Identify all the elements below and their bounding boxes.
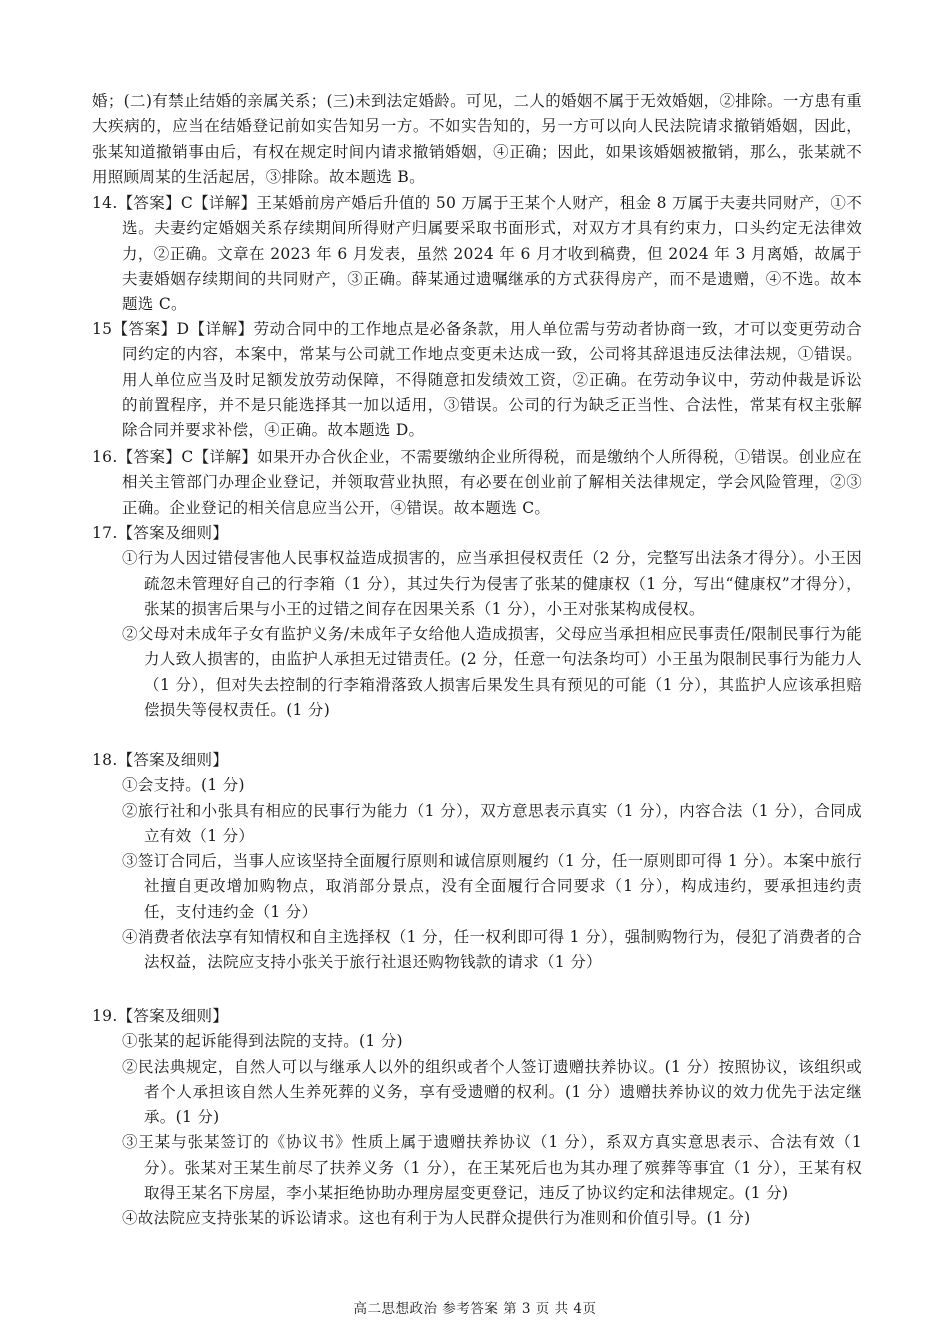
page-footer: 高二思想政治 参考答案 第 3 页 共 4页 bbox=[353, 1301, 597, 1317]
intro-paragraph bbox=[92, 89, 862, 190]
answer-17-heading: 17.【答案及细则】 bbox=[92, 524, 229, 542]
answer-19-item: ①张某的起诉能得到法院的支持。(1 分) bbox=[122, 1032, 403, 1051]
answer-15 bbox=[92, 317, 862, 443]
answer-17-item: ②父母对未成年子女有监护义务/未成年子女给他人造成损害，父母应当承担相应民事责任/限制民事行为能力人致人损害的，由监护人承担无过错责任。(2 分，任意一句法条均可）小王虽为限制民事行为能力人（1 分），但对失去控制的行李箱滑落致人损害后果发生具有预见的可能（1 分），其监护人应该承担赔偿损失等侵权责任。(1 分) bbox=[122, 625, 862, 720]
answer-18-item: ④消费者依法享有知情权和自主选择权（1 分，任一权利即可得 1 分），强制购物行为，侵犯了消费者的合法权益，法院应支持小张关于旅行社退还购物钱款的请求（1 分） bbox=[122, 928, 862, 972]
answer-16 bbox=[92, 445, 862, 521]
answer-17-item: ①行为人因过错侵害他人民事权益造成损害的，应当承担侵权责任（2 分，完整写出法条才得分）。小王因疏忽未管理好自己的行李箱（1 分），其过失行为侵害了张某的健康权（1 分，写出“健康权”才得分），张某的损害后果与小王的过错之间存在因果关系（1 分），小王对张某构成侵权。 bbox=[122, 549, 862, 618]
answer-18-item: ③签订合同后，当事人应该坚持全面履行原则和诚信原则履约（1 分，任一原则即可得 1 分）。本案中旅行社擅自更改增加购物点，取消部分景点，没有全面履行合同要求（1 分），构成违约，要承担违约责任，支付违约金（1 分） bbox=[122, 852, 862, 921]
answer-19-item: ②民法典规定，自然人可以与继承人以外的组织或者个人签订遗赠扶养协议。(1 分）按照协议，该组织或者个人承担该自然人生养死葬的义务，享有受遗赠的权利。(1 分）遗赠扶养协议的效力优先于法定继承。(1 分) bbox=[122, 1057, 862, 1127]
answer-16-text: 16.【答案】C【详解】如果开办合伙企业，不需要缴纳企业所得税，而是缴纳个人所得税，①错误。创业应在相关主管部门办理企业登记，并领取营业执照，有必要在创业前了解相关法律规定，学会风险管理，②③正确。企业登记的相关信息应当公开，④错误。故本题选 C。 bbox=[92, 448, 862, 517]
answer-18-item: ②旅行社和小张具有相应的民事行为能力（1 分），双方意思表示真实（1 分），内容合法（1 分），合同成立有效（1 分） bbox=[122, 801, 862, 845]
answer-14-text: 14.【答案】C【详解】王某婚前房产婚后升值的 50 万属于王某个人财产，租金 8 万属于夫妻共同财产，①不选。夫妻约定婚姻关系存续期间所得财产归属要采取书面形式，对双方才具有约束力，口头约定无法律效力，②正确。文章在 2023 年 6 月发表，虽然 2024 年 6 月才收到稿费，但 2024 年 3 月离婚，故属于夫妻婚姻存续期间的共同财产，③正确。薛某通过遗嘱继承的方式获得房产，而不是遗赠，④不选。故本题选 C。 bbox=[92, 194, 862, 314]
answer-19-heading: 19.【答案及细则】 bbox=[92, 1007, 229, 1025]
answer-18-heading: 18.【答案及细则】 bbox=[92, 751, 229, 769]
answer-18-item: ①会支持。(1 分) bbox=[122, 776, 245, 795]
answer-14 bbox=[92, 191, 862, 317]
answer-19 bbox=[92, 1004, 862, 1232]
intro-text: 婚；(二)有禁止结婚的亲属关系；(三)未到法定婚龄。可见，二人的婚姻不属于无效婚姻，②排除。一方患有重大疾病的，应当在结婚登记前如实告知另一方。不如实告知的，另一方可以向人民法院请求撤销婚姻，因此，张某知道撤销事由后，有权在规定时间内请求撤销婚姻，④正确；因此，如果该婚姻被撤销，那么，张某就不用照顾周某的生活起居，③排除。故本题选 B。 bbox=[92, 92, 862, 186]
answer-19-item: ④故法院应支持张某的诉讼请求。这也有利于为人民群众提供行为准则和价值引导。(1 分) bbox=[122, 1209, 751, 1228]
answer-19-item: ③王某与张某签订的《协议书》性质上属于遗赠扶养协议（1 分），系双方真实意思表示、合法有效（1 分）。张某对王某生前尽了扶养义务（1 分），在王某死后也为其办理了殡葬等事宜（1 分），王某有权取得王某名下房屋，李小某拒绝协助办理房屋变更登记，违反了协议约定和法律规定。(1 分) bbox=[122, 1133, 862, 1203]
answer-15-text: 15【答案】D【详解】劳动合同中的工作地点是必备条款，用人单位需与劳动者协商一致，才可以变更劳动合同约定的内容，本案中，常某与公司就工作地点变更未达成一致，公司将其辞退违反法律法规，①错误。用人单位应当及时足额发放劳动保障，不得随意扣发绩效工资，②正确。在劳动争议中，劳动仲裁是诉讼的前置程序，并不是只能选择其一加以适用，③错误。公司的行为缺乏正当性、合法性，常某有权主张解除合同并要求补偿，④正确。故本题选 D。 bbox=[92, 320, 862, 440]
answer-17 bbox=[92, 521, 862, 723]
answer-18 bbox=[92, 748, 862, 976]
